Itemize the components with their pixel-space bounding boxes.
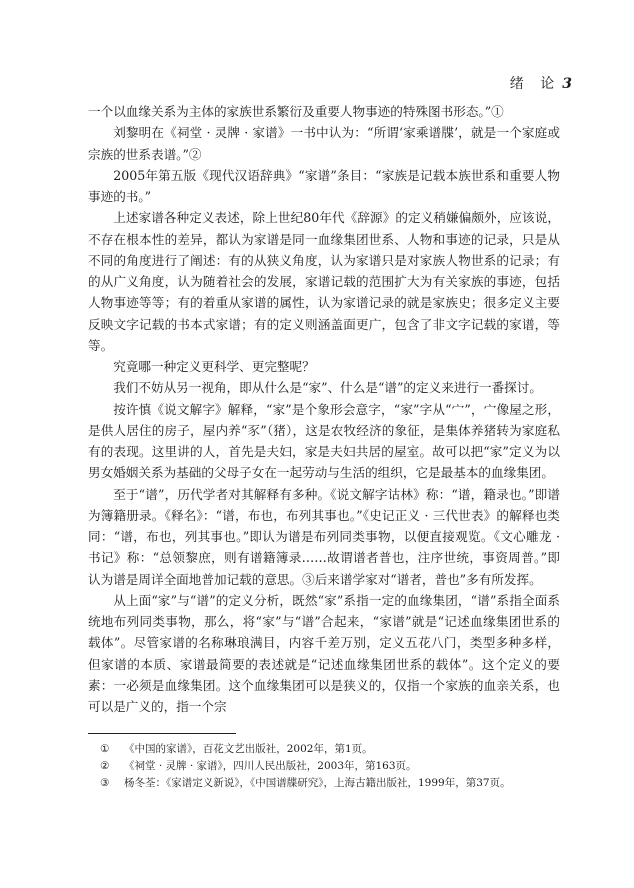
paragraph: 上述家谱各种定义表述，除上世纪80年代《辞源》的定义稍嫌偏颇外，应该说，不存在根本性的差异，都认为家谱是同一血缘集团世系、人物和事迹的记录，只是从不同的角度进行了阐述：有的从狭义角度，认为家谱只是对家族人物世系的记录；有的从广义角度，认为随着社会的发展，家谱记载的范围扩大为有关家族的事迹，包括人物事迹等等；有的着重从家谱的属性，认为家谱记录的就是家族史；很多定义主要反映文字记载的书本式家谱；有的定义则涵盖面更广，包含了非文字记载的家谱，等等。 [88,210,560,353]
footnote-text: 《祠堂 · 灵牌 · 家谱》，四川人民出版社，2003年，第163页。 [124,760,417,772]
running-header [510,73,572,93]
footnote [100,741,560,758]
paragraph: 刘黎明在《祠堂 · 灵牌 · 家谱》一书中认为：“所谓‘家乘谱牒’，就是一个家庭或宗族的世系表谱。”② [88,125,560,162]
paragraph: 从上面“家”与“谱”的定义分析，既然“家”系指一定的血缘集团，“谱”系指全面系统地布列同类事物，那么，将“家”与“谱”合起来，“家谱”就是“记述血缘集团世系的载体”。尽管家谱的名称琳琅满目，内容千差万别，定义五花八门，类型多种多样，但家谱的本质、家谱最简要的表述就是“记述血缘集团世系的载体”。这个定义的要素：一必须是血缘集团。这个血缘集团可以是狭义的，仅指一个家族的血亲关系，也可以是广义的，指一个宗 [88,592,560,714]
footnote [100,775,560,792]
footnote-mark: ② [100,760,110,772]
section-title: 绪 论 [509,76,561,92]
paragraph: 至于“谱”，历代学者对其解释有多种。《说文解字诂林》称：“谱，籍录也。”即谱为簿籍册录。《释名》：“谱，布也，布列其事也。”《史记正义 · 三代世表》的解释也类同：“谱，布也，列其事也。”即认为谱是布列同类事物，以便直接观览。《文心雕龙 · 书记》称：“总领黎庶，则有谱籍簿录……故谓谱者普也，注序世统，事资周普。”即认为谱是周详全面地普加记载的意思。③后来谱学家对“谱者，普也”多有所发挥。 [88,486,560,587]
footnote-text: 杨冬荃：《家谱定义新说》，《中国谱牒研究》，上海古籍出版社，1999年，第37页。 [124,777,511,789]
paragraph: 按许慎《说文解字》解释，“家”是个象形会意字，“家”字从“宀”，宀像屋之形，是供人居住的房子，屋内养“豕”（猪），这是农牧经济的象征，是集体养猪转为家庭私有的表现。这里讲的人，首先是夫妇，家是夫妇共居的屋室。故可以把“家”定义为以男女婚姻关系为基础的父母子女在一起劳动与生活的组织，它是最基本的血缘集团。 [88,401,560,481]
paragraph: 一个以血缘关系为主体的家族世系繁衍及重要人物事迹的特殊图书形态。”① [88,104,504,119]
page-number: 3 [562,76,572,92]
footnote-mark: ① [100,743,110,755]
footnote-mark: ③ [100,777,110,789]
paragraph: 我们不妨从另一视角，即从什么是“家”、什么是“谱”的定义来进行一番探讨。 [113,380,542,396]
footnote-divider [88,733,236,734]
footnote [100,758,560,775]
footnote-text: 《中国的家谱》，百花文艺出版社，2002年，第1页。 [124,743,373,755]
paragraph: 2005年第五版《现代汉语辞典》“家谱”条目：“家族是记载本族世系和重要人物事迹的书。” [88,167,560,204]
footnotes [100,741,560,792]
body-text [88,101,560,717]
paragraph: 究竟哪一种定义更科学、更完整呢？ [113,359,315,374]
